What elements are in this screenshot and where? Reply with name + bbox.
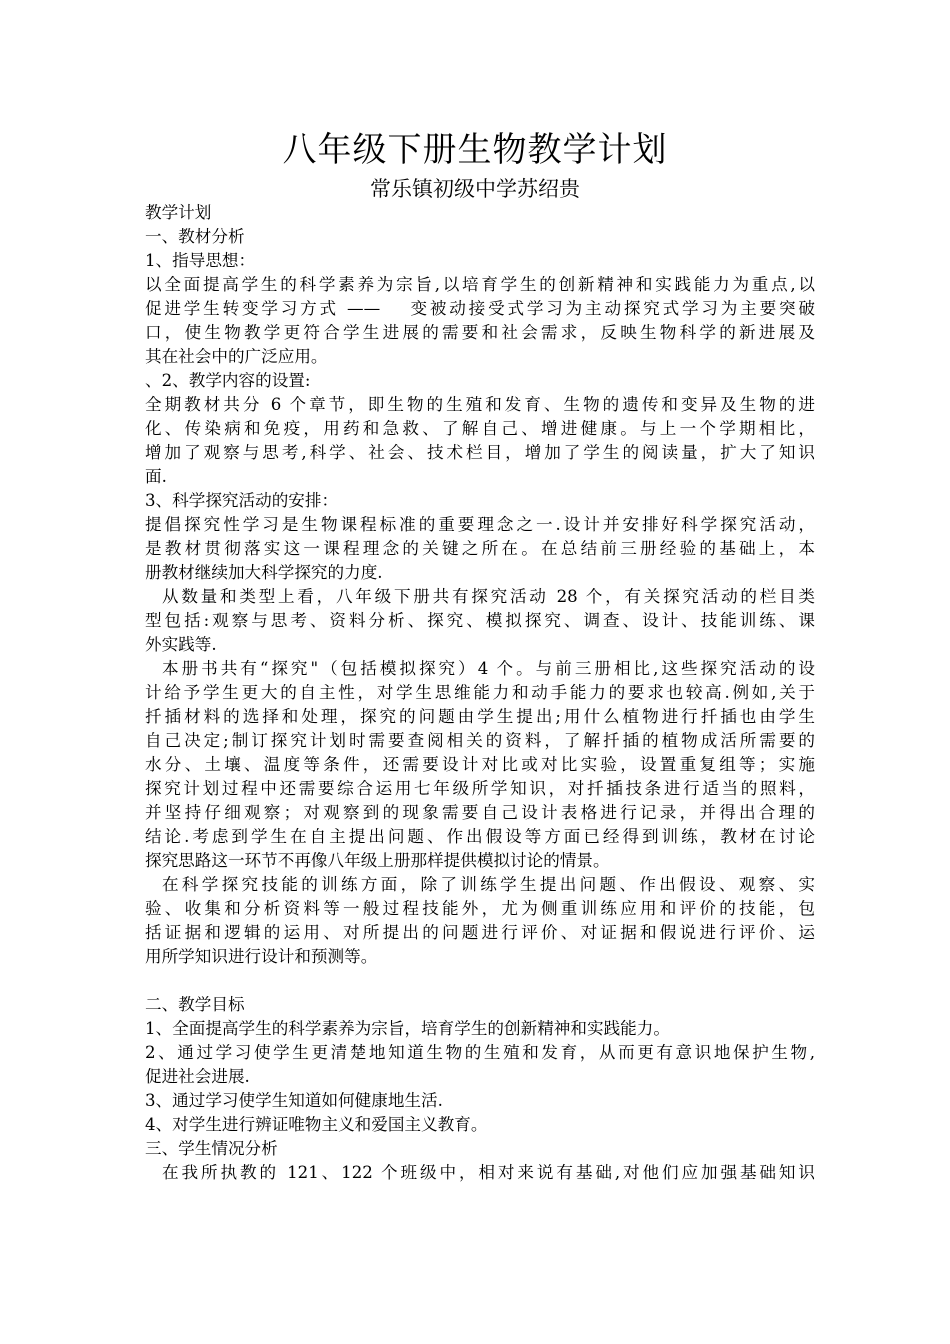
text-line: 提倡探究性学习是生物课程标准的重要理念之一.设计并安排好科学探究活动，	[145, 515, 815, 534]
text-line: 本册书共有“探究"（包括模拟探究）4 个。与前三册相比,这些探究活动的设	[162, 659, 815, 678]
heading-plan: 教学计划	[145, 203, 212, 222]
goal-item: 1、全面提高学生的科学素养为宗旨，培育学生的创新精神和实践能力。	[145, 1019, 670, 1038]
text-line: 验、收集和分析资料等一般过程技能外，尤为侧重训练应用和评价的技能，包	[145, 899, 815, 918]
text-line: 在科学探究技能的训练方面，除了训练学生提出问题、作出假设、观察、实	[162, 875, 815, 894]
text-line: 促进学生转变学习方式 —— 变被动接受式学习为主动探究式学习为主要突破	[145, 299, 815, 318]
text-line: 面.	[145, 467, 167, 486]
paragraph-guiding-idea	[145, 273, 815, 369]
text-line: 型包括:观察与思考、资料分析、探究、模拟探究、调查、设计、技能训练、课	[145, 611, 815, 630]
text-line: 探究思路这一环节不再像八年级上册那样提供模拟讨论的情景。	[145, 851, 610, 870]
paragraph-content-setting	[145, 393, 815, 489]
text-line: 全期教材共分 6 个章节，即生物的生殖和发育、生物的遗传和变异及生物的进	[145, 395, 815, 414]
text-line: 括证据和逻辑的运用、对所提出的问题进行评价、对证据和假说进行评价、运	[145, 923, 815, 942]
goal-item-continuation: 促进社会进展.	[145, 1067, 250, 1086]
text-line: 是教材贯彻落实这一课程理念的关键之所在。在总结前三册经验的基础上，本	[145, 539, 815, 558]
text-line: 水分、土壤、温度等条件，还需要设计对比或对比实验，设置重复组等；实施	[145, 755, 815, 774]
text-line: 扦插材料的选择和处理，探究的问题由学生提出;用什么植物进行扦插也由学生	[145, 707, 815, 726]
text-line: 册教材继续加大科学探究的力度.	[145, 563, 383, 582]
heading-guiding-idea: 1、指导思想：	[145, 251, 256, 270]
heading-teaching-goals: 二、教学目标	[145, 995, 245, 1014]
text-line: 其在社会中的广泛应用。	[145, 347, 328, 366]
blank-line	[145, 969, 815, 993]
heading-textbook-analysis: 一、教材分析	[145, 227, 245, 246]
text-line: 探究计划过程中还需要综合运用七年级所学知识，对扦插技条进行适当的照料，	[145, 779, 815, 798]
paragraph-inquiry-intro	[145, 513, 815, 585]
document-body	[145, 201, 815, 1185]
paragraph-inquiry-detail	[145, 657, 815, 873]
text-line: 用所学知识进行设计和预测等。	[145, 947, 378, 966]
heading-content-setting: 、2、教学内容的设置:	[145, 371, 311, 390]
heading-inquiry-activities: 3、科学探究活动的安排：	[145, 491, 339, 510]
text-line: 外实践等.	[145, 635, 217, 654]
document-author: 常乐镇初级中学苏绍贵	[370, 177, 580, 201]
text-line: 并坚持仔细观察；对观察到的现象需要自己设计表格进行记录，并得出合理的	[145, 803, 815, 822]
paragraph-inquiry-skills	[145, 873, 815, 969]
text-line: 在我所执教的 121、122 个班级中，相对来说有基础,对他们应加强基础知识	[162, 1163, 815, 1182]
document-title: 八年级下册生物教学计划	[282, 130, 668, 170]
text-line: 增加了观察与思考,科学、社会、技术栏目，增加了学生的阅读量，扩大了知识	[145, 443, 815, 462]
text-line: 计给予学生更大的自主性，对学生思维能力和动手能力的要求也较高.例如,关于	[145, 683, 815, 702]
text-line: 结论.考虑到学生在自主提出问题、作出假设等方面已经得到训练，教材在讨论	[145, 827, 815, 846]
goal-item: 2、通过学习使学生更清楚地知道生物的生殖和发育，从而更有意识地保护生物,	[145, 1043, 815, 1062]
text-line: 自己决定;制订探究计划时需要查阅相关的资料，了解扦插的植物成活所需要的	[145, 731, 815, 750]
heading-student-analysis: 三、学生情况分析	[145, 1139, 278, 1158]
goal-item: 3、通过学习使学生知道如何健康地生活.	[145, 1091, 443, 1110]
text-line: 口，使生物教学更符合学生进展的需要和社会需求，反映生物科学的新进展及	[145, 323, 815, 342]
text-line: 从数量和类型上看，八年级下册共有探究活动 28 个，有关探究活动的栏目类	[162, 587, 815, 606]
paragraph-inquiry-count	[145, 585, 815, 657]
text-line: 以全面提高学生的科学素养为宗旨,以培育学生的创新精神和实践能力为重点,以	[145, 275, 815, 294]
text-line: 化、传染病和免疫，用药和急救、了解自己、增进健康。与上一个学期相比，	[145, 419, 815, 438]
goal-item: 4、对学生进行辨证唯物主义和爱国主义教育。	[145, 1115, 488, 1134]
